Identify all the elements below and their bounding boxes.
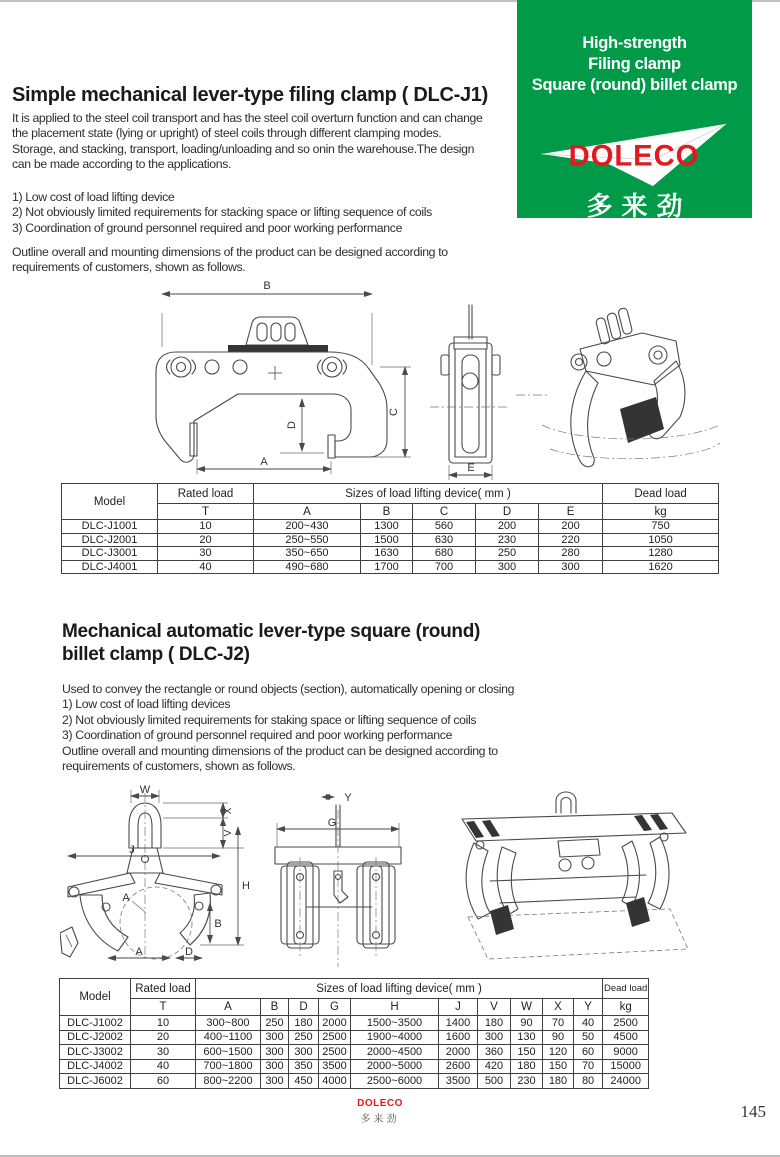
dlcj1-side-view: [430, 305, 510, 480]
table-cell: DLC-J4001: [62, 560, 158, 574]
col-header-sizes: Sizes of load lifting device( mm ): [254, 484, 603, 504]
col-header-kg: kg: [603, 999, 649, 1016]
text-line: 2) Not obviously limited requirements for staking space or lifting sequence of coils: [62, 712, 477, 727]
table-cell: 1300: [361, 520, 413, 534]
section2-body: [62, 682, 514, 774]
col-header-c: C: [413, 504, 476, 520]
table-cell: 680: [413, 547, 476, 561]
table-cell: 300: [478, 1030, 511, 1045]
table-cell: 2000~4500: [351, 1045, 439, 1060]
section2-title: [62, 620, 480, 666]
table-cell: 280: [539, 547, 603, 561]
table-cell: 1700: [361, 560, 413, 574]
table-cell: 360: [478, 1045, 511, 1060]
table-cell: DLC-J4002: [60, 1059, 131, 1074]
figure-dlc-j2: [60, 785, 720, 980]
table-cell: 60: [131, 1074, 196, 1089]
table-cell: 250: [289, 1030, 319, 1045]
text-line: Outline overall and mounting dimensions of the product can be designed according to: [62, 743, 498, 758]
table-cell: 10: [158, 520, 254, 534]
table-cell: 2000~5000: [351, 1059, 439, 1074]
footer-logo: [350, 1098, 410, 1125]
table-cell: 2500~6000: [351, 1074, 439, 1089]
col-header-rated-load: Rated load: [131, 979, 196, 999]
banner-line: High-strength: [582, 34, 687, 52]
table-cell: 70: [543, 1016, 574, 1031]
table-cell: 2000: [439, 1045, 478, 1060]
dim-label-a-radius: A: [122, 892, 130, 904]
col-header-t: T: [131, 999, 196, 1016]
dlcj1-isometric-view: [516, 308, 720, 467]
table-row: [60, 1059, 649, 1074]
text-line: 1) Low cost of load lifting devices: [62, 697, 231, 712]
table-cell: 3500: [319, 1059, 351, 1074]
table-cell: 24000: [603, 1074, 649, 1089]
dlcj1-front-view: [156, 280, 411, 474]
col-header-h: H: [351, 999, 439, 1016]
table-cell: 1400: [439, 1016, 478, 1031]
section2-title-line1: Mechanical automatic lever-type square (round): [62, 621, 481, 642]
table-cell: 560: [413, 520, 476, 534]
table-cell: 2000: [319, 1016, 351, 1031]
table-cell: 220: [539, 533, 603, 547]
dim-label-a-bottom: A: [135, 946, 143, 958]
table-cell: DLC-J2001: [62, 533, 158, 547]
dlcj2-side-view: [275, 792, 401, 967]
table-cell: 4500: [603, 1030, 649, 1045]
section1-outline: [12, 245, 448, 276]
text-line: requirements of customers, shown as follows.: [12, 260, 246, 275]
col-header-a: A: [254, 504, 361, 520]
table-cell: 40: [158, 560, 254, 574]
col-header-b: B: [261, 999, 289, 1016]
col-header-d: D: [476, 504, 539, 520]
dim-label-d: D: [185, 946, 193, 958]
table-cell: 250: [261, 1016, 289, 1031]
section1-title: Simple mechanical lever-type filing clamp ( DLC-J1): [12, 84, 488, 106]
dim-label-d: D: [286, 421, 298, 429]
table-cell: 90: [511, 1016, 543, 1031]
dim-label-e: E: [467, 462, 475, 474]
dlcj1-spec-table: [61, 483, 719, 574]
table-cell: 300~800: [196, 1016, 261, 1031]
table-row: [62, 520, 719, 534]
banner-line: Filing clamp: [588, 55, 681, 73]
dim-label-y: Y: [344, 792, 352, 804]
table-cell: 300: [289, 1045, 319, 1060]
table-cell: 4000: [319, 1074, 351, 1089]
table-cell: 200~430: [254, 520, 361, 534]
text-line: can be made according to the applications.: [12, 157, 232, 172]
table-cell: 90: [543, 1030, 574, 1045]
text-line: 2) Not obviously limited requirements for stacking space or lifting sequence of coils: [12, 205, 432, 220]
doleco-logo-plane-icon: [539, 122, 729, 188]
col-header-dead-load: Dead load: [603, 979, 649, 999]
table-cell: 1280: [603, 547, 719, 561]
table-cell: 350~650: [254, 547, 361, 561]
dlcj2-front-view: [60, 785, 250, 959]
col-header-g: G: [319, 999, 351, 1016]
table-cell: 20: [131, 1030, 196, 1045]
col-header-rated-load: Rated load: [158, 484, 254, 504]
table-row: [62, 533, 719, 547]
dlcj2-isometric-view: [462, 792, 688, 959]
table-cell: 1500: [361, 533, 413, 547]
text-line: It is applied to the steel coil transport and has the steel coil overturn function and can change: [12, 111, 483, 125]
col-header-y: Y: [574, 999, 603, 1016]
table-cell: 10: [131, 1016, 196, 1031]
col-header-w: W: [511, 999, 543, 1016]
text-line: Used to convey the rectangle or round objects (section), automatically opening or closing: [62, 682, 515, 696]
table-cell: 230: [511, 1074, 543, 1089]
table-cell: 630: [413, 533, 476, 547]
table-cell: 300: [261, 1059, 289, 1074]
col-header-j: J: [439, 999, 478, 1016]
table-cell: 3500: [439, 1074, 478, 1089]
col-header-model: Model: [60, 979, 131, 1016]
table-cell: 80: [574, 1074, 603, 1089]
col-header-x: X: [543, 999, 574, 1016]
text-line: requirements of customers, shown as follows.: [62, 759, 296, 774]
text-line: 1) Low cost of load lifting device: [12, 190, 175, 204]
table-cell: 2500: [319, 1030, 351, 1045]
doleco-chinese-name: 多来劲: [586, 191, 692, 221]
col-header-model: Model: [62, 484, 158, 520]
table-cell: 300: [261, 1074, 289, 1089]
table-cell: 490~680: [254, 560, 361, 574]
table-cell: 350: [289, 1059, 319, 1074]
table-cell: 450: [289, 1074, 319, 1089]
table-cell: 30: [158, 547, 254, 561]
col-header-kg: kg: [603, 504, 719, 520]
table-cell: 300: [476, 560, 539, 574]
section1-features: [12, 190, 432, 236]
table-row: [62, 560, 719, 574]
table-cell: 15000: [603, 1059, 649, 1074]
table-cell: 150: [543, 1059, 574, 1074]
table-cell: 300: [261, 1045, 289, 1060]
figure-dlc-j1: [80, 277, 720, 482]
table-cell: 180: [511, 1059, 543, 1074]
table-cell: 50: [574, 1030, 603, 1045]
table-cell: 230: [476, 533, 539, 547]
dim-label-x: X: [223, 807, 234, 815]
table-cell: 600~1500: [196, 1045, 261, 1060]
dim-label-v: V: [223, 829, 234, 837]
col-header-b: B: [361, 504, 413, 520]
table-cell: 1620: [603, 560, 719, 574]
table-cell: 250~550: [254, 533, 361, 547]
col-header-t: T: [158, 504, 254, 520]
table-row: [62, 547, 719, 561]
table-cell: 180: [289, 1016, 319, 1031]
table-cell: 20: [158, 533, 254, 547]
table-cell: DLC-J3001: [62, 547, 158, 561]
section1-intro: [12, 111, 483, 173]
text-line: the placement state (lying or upright) of steel coils through different clamping modes.: [12, 126, 442, 141]
col-header-sizes: Sizes of load lifting device( mm ): [196, 979, 603, 999]
table-cell: DLC-J2002: [60, 1030, 131, 1045]
col-header-v: V: [478, 999, 511, 1016]
table-cell: 2500: [603, 1016, 649, 1031]
table-cell: 200: [476, 520, 539, 534]
table-cell: 1630: [361, 547, 413, 561]
table-cell: 40: [574, 1016, 603, 1031]
table-cell: 500: [478, 1074, 511, 1089]
table-cell: DLC-J6002: [60, 1074, 131, 1089]
table-cell: 1900~4000: [351, 1030, 439, 1045]
col-header-dead-load: Dead load: [603, 484, 719, 504]
table-cell: 700~1800: [196, 1059, 261, 1074]
dim-label-a: A: [260, 456, 268, 468]
table-cell: 1050: [603, 533, 719, 547]
table-cell: 420: [478, 1059, 511, 1074]
doleco-logo: [539, 122, 729, 188]
table-cell: 60: [574, 1045, 603, 1060]
footer-logo-text: DOLECO: [357, 1098, 403, 1109]
table-cell: 70: [574, 1059, 603, 1074]
table-cell: 1600: [439, 1030, 478, 1045]
text-line: Storage, and stacking, transport, loading/unloading and so onin the warehouse.The design: [12, 141, 475, 156]
table-cell: 180: [478, 1016, 511, 1031]
doleco-logo-text: DOLECO: [568, 140, 700, 173]
dim-label-g: G: [327, 817, 337, 829]
table-cell: DLC-J3002: [60, 1045, 131, 1060]
text-line: 3) Coordination of ground personnel required and poor working performance: [12, 220, 403, 235]
dim-label-w: W: [139, 785, 151, 796]
text-line: 3) Coordination of ground personnel required and poor working performance: [62, 728, 453, 743]
table-cell: 300: [539, 560, 603, 574]
table-cell: DLC-J1001: [62, 520, 158, 534]
table-cell: 120: [543, 1045, 574, 1060]
table-cell: 800~2200: [196, 1074, 261, 1089]
text-line: Outline overall and mounting dimensions of the product can be designed according to: [12, 245, 448, 259]
dlcj2-spec-table: [59, 978, 649, 1089]
table-cell: 200: [539, 520, 603, 534]
table-row: [60, 1074, 649, 1089]
dim-label-b: B: [214, 918, 222, 930]
dim-label-j: J: [129, 844, 135, 856]
table-cell: 180: [543, 1074, 574, 1089]
page-number: 145: [740, 1102, 766, 1121]
table-cell: 30: [131, 1045, 196, 1060]
dim-label-b: B: [263, 280, 271, 292]
banner-line: Square (round) billet clamp: [531, 76, 738, 94]
col-header-e: E: [539, 504, 603, 520]
table-cell: 300: [261, 1030, 289, 1045]
table-row: [60, 1016, 649, 1031]
col-header-d: D: [289, 999, 319, 1016]
table-cell: 750: [603, 520, 719, 534]
dim-label-h: H: [242, 880, 250, 892]
section2-title-line2: billet clamp ( DLC-J2): [62, 644, 250, 665]
table-cell: 400~1100: [196, 1030, 261, 1045]
table-cell: 40: [131, 1059, 196, 1074]
table-cell: 700: [413, 560, 476, 574]
col-header-a: A: [196, 999, 261, 1016]
footer-logo-chinese: 多来劲: [360, 1114, 400, 1125]
table-cell: DLC-J1002: [60, 1016, 131, 1031]
table-row: [60, 1030, 649, 1045]
table-cell: 1500~3500: [351, 1016, 439, 1031]
table-cell: 150: [511, 1045, 543, 1060]
table-cell: 9000: [603, 1045, 649, 1060]
dim-label-c: C: [388, 408, 400, 416]
table-cell: 250: [476, 547, 539, 561]
table-row: [60, 1045, 649, 1060]
table-cell: 130: [511, 1030, 543, 1045]
product-banner: [517, 0, 752, 221]
table-cell: 2500: [319, 1045, 351, 1060]
table-cell: 2600: [439, 1059, 478, 1074]
